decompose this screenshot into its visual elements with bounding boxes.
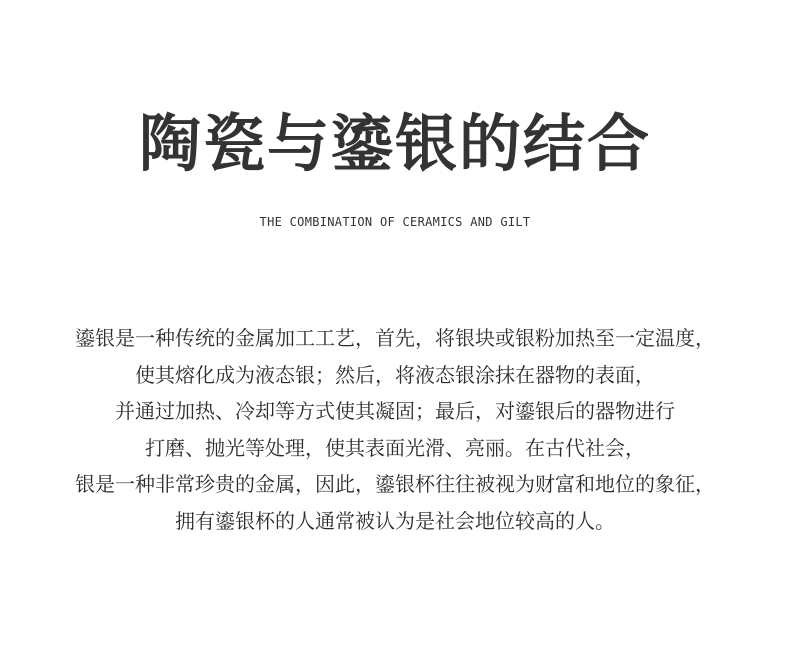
page-subtitle: THE COMBINATION OF CERAMICS AND GILT [259,215,531,229]
paragraph-line-3: 并通过加热、冷却等方式使其凝固；最后，对鎏银后的器物进行 [115,399,675,423]
paragraph-line-4: 打磨、抛光等处理，使其表面光滑、亮丽。在古代社会， [145,435,645,460]
paragraph-line-5: 银是一种非常珍贵的金属，因此，鎏银杯往往被视为财富和地位的象征， [75,472,715,496]
paragraph-line-2: 使其熔化成为液态银；然后，将液态银涂抹在器物的表面， [135,362,655,387]
description-paragraph [20,320,770,539]
page-title: 陶瓷与鎏银的结合 [138,107,651,180]
paragraph-line-6: 拥有鎏银杯的人通常被认为是社会地位较高的人。 [175,508,615,533]
paragraph-line-1: 鎏银是一种传统的金属加工工艺，首先，将银块或银粉加热至一定温度， [75,326,715,350]
